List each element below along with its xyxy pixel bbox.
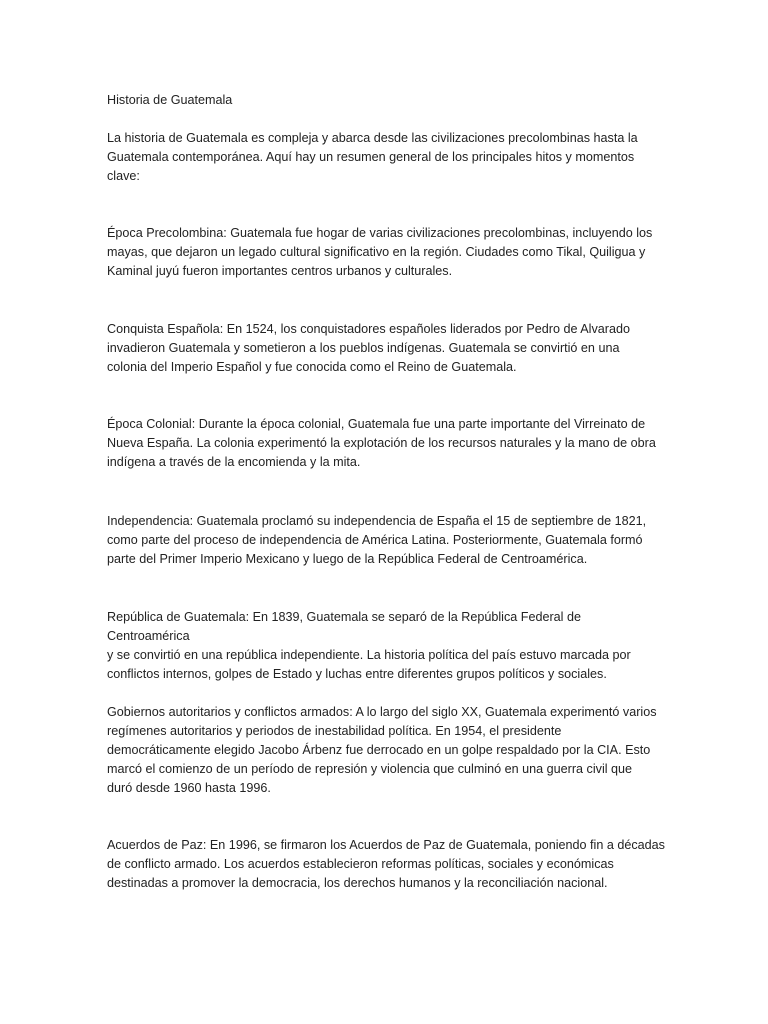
document-title: Historia de Guatemala [107,93,233,107]
intro-paragraph: La historia de Guatemala es compleja y abarca desde las civilizaciones precolombinas hasta la Guatemala contemporánea. Aquí hay un resumen general de los principales hitos y momentos clave: [107,131,638,183]
section-epoca-colonial: Época Colonial: Durante la época colonial, Guatemala fue una parte importante del Virreinato de Nueva España. La colonia experimentó la explotación de los recursos naturales y la mano de obra indígena a través de la encomienda y la mita. [107,417,656,469]
section-gobiernos-autoritarios: Gobiernos autoritarios y conflictos armados: A lo largo del siglo XX, Guatemala experimentó varios regímenes autoritarios y periodos de inestabilidad política. En 1954, el presidente democráticamente elegido Jacobo Árbenz fue derrocado en un golpe respaldado por la CIA. Esto marcó el comienzo de un período de represión y violencia que culminó en una guerra civil que duró desde 1960 hasta 1996. [107,705,657,795]
section-republica-de-guatemala: República de Guatemala: En 1839, Guatemala se separó de la República Federal de Centroamérica y se convirtió en una república independiente. La historia política del país estuvo marcada por conflictos internos, golpes de Estado y luchas entre diferentes grupos políticos y sociales. [107,610,631,681]
section-acuerdos-de-paz: Acuerdos de Paz: En 1996, se firmaron los Acuerdos de Paz de Guatemala, poniendo fin a décadas de conflicto armado. Los acuerdos establecieron reformas políticas, sociales y económicas destinadas a promover la democracia, los derechos humanos y la reconciliación nacional. [107,838,665,890]
section-conquista-espanola: Conquista Española: En 1524, los conquistadores españoles liderados por Pedro de Alvarado invadieron Guatemala y sometieron a los pueblos indígenas. Guatemala se convirtió en una colonia del Imperio Español y fue conocida como el Reino de Guatemala. [107,322,630,374]
section-independencia: Independencia: Guatemala proclamó su independencia de España el 15 de septiembre de 1821, como parte del proceso de independencia de América Latina. Posteriormente, Guatemala formó parte del Primer Imperio Mexicano y luego de la República Federal de Centroamérica. [107,514,647,566]
section-epoca-precolombina: Época Precolombina: Guatemala fue hogar de varias civilizaciones precolombinas, incluyendo los mayas, que dejaron un legado cultural significativo en la región. Ciudades como Tikal, Quiligua y Kaminal juyú fueron importantes centros urbanos y culturales. [107,226,653,278]
